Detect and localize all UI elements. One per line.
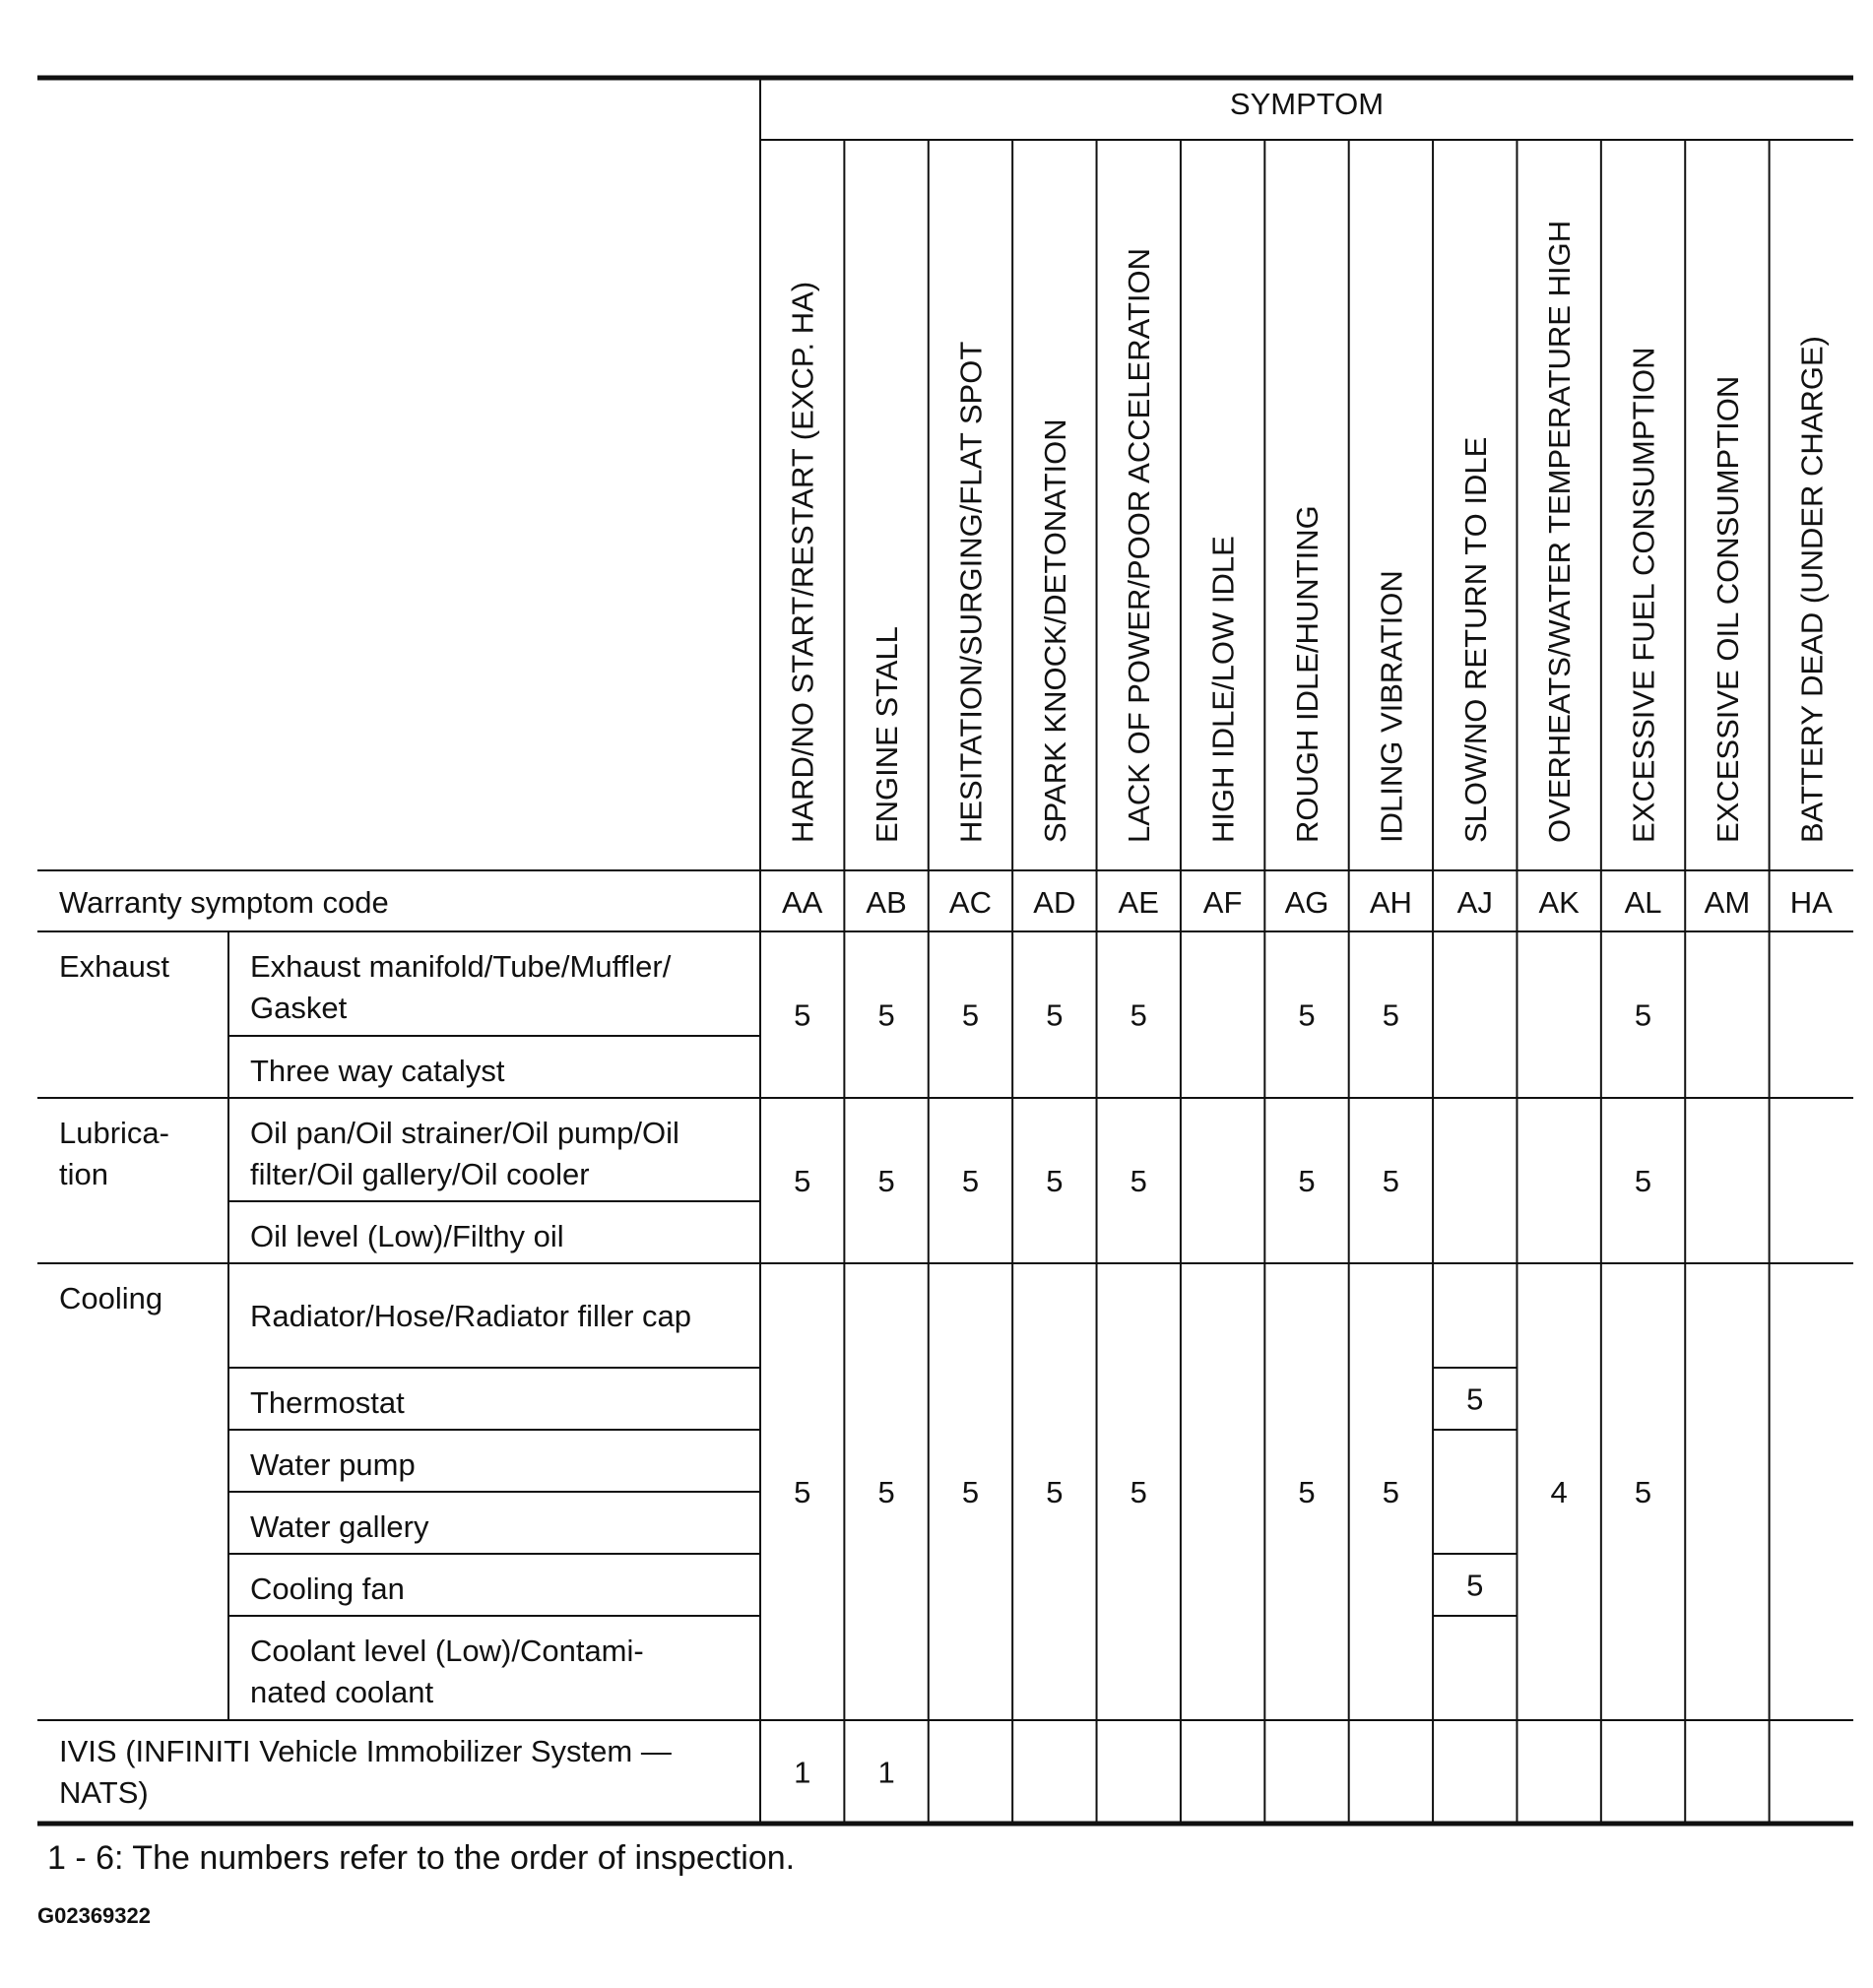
symptom-value: 5 — [877, 1475, 895, 1509]
group-name: Cooling — [59, 1281, 163, 1315]
warranty-code: AG — [1284, 885, 1329, 920]
symptom-column-header: SLOW/NO RETURN TO IDLE — [1457, 436, 1493, 843]
ivis-label: NATS) — [59, 1775, 149, 1810]
symptom-column-header: SPARK KNOCK/DETONATION — [1037, 418, 1072, 843]
item-label: Exhaust manifold/Tube/Muffler/ — [250, 949, 672, 984]
warranty-code: HA — [1789, 885, 1833, 920]
warranty-code: AA — [782, 885, 823, 920]
ivis-value: 1 — [877, 1755, 895, 1790]
ivis-value: 1 — [794, 1755, 811, 1790]
symptom-value: 5 — [1382, 1164, 1400, 1198]
symptom-value: 5 — [794, 1164, 811, 1198]
symptom-value: 5 — [1046, 1164, 1064, 1198]
symptom-column-header: ROUGH IDLE/HUNTING — [1290, 505, 1324, 843]
symptom-column-header: IDLING VIBRATION — [1374, 570, 1409, 843]
symptom-value: 5 — [1130, 1164, 1147, 1198]
item-label: Gasket — [250, 991, 348, 1025]
warranty-code: AB — [866, 885, 907, 920]
warranty-code: AL — [1624, 885, 1662, 920]
aj-subvalue: 5 — [1466, 1381, 1484, 1417]
warranty-code: AJ — [1456, 885, 1493, 920]
item-label: Water pump — [250, 1447, 416, 1482]
symptom-column-header: EXCESSIVE OIL CONSUMPTION — [1710, 375, 1745, 843]
item-label: Radiator/Hose/Radiator filler cap — [250, 1299, 691, 1333]
symptom-value: 5 — [1298, 1475, 1316, 1509]
symptom-column-header: HESITATION/SURGING/FLAT SPOT — [953, 341, 989, 843]
symptom-value: 5 — [961, 1475, 980, 1509]
item-label: filter/Oil gallery/Oil cooler — [250, 1157, 590, 1191]
symptom-value: 5 — [1382, 997, 1400, 1033]
item-label: Thermostat — [250, 1385, 405, 1420]
warranty-code: AH — [1369, 885, 1412, 920]
symptom-value: 5 — [1046, 997, 1064, 1033]
symptom-value: 5 — [794, 997, 811, 1033]
warranty-code: AM — [1704, 885, 1751, 920]
symptom-column-header: BATTERY DEAD (UNDER CHARGE) — [1794, 335, 1830, 843]
group-name: Exhaust — [59, 949, 170, 984]
symptom-value: 4 — [1550, 1475, 1568, 1509]
footnote: 1 - 6: The numbers refer to the order of inspection. — [47, 1839, 796, 1877]
item-label: nated coolant — [250, 1675, 434, 1709]
warranty-code: AK — [1538, 885, 1580, 920]
symptom-column-header: LACK OF POWER/POOR ACCELERATION — [1122, 247, 1157, 843]
symptom-value: 5 — [1382, 1475, 1400, 1509]
ivis-label: IVIS (INFINITI Vehicle Immobilizer System — — [59, 1734, 672, 1768]
symptom-value: 5 — [877, 997, 895, 1033]
item-label: Water gallery — [250, 1509, 429, 1544]
symptom-value: 5 — [1130, 997, 1147, 1033]
group-name: Lubrica- — [59, 1116, 169, 1150]
symptom-value: 5 — [877, 1164, 895, 1198]
symptom-column-header: OVERHEATS/WATER TEMPERATURE HIGH — [1542, 220, 1578, 843]
item-label: Oil pan/Oil strainer/Oil pump/Oil — [250, 1116, 679, 1150]
aj-subvalue: 5 — [1466, 1568, 1484, 1603]
symptom-column-header: HIGH IDLE/LOW IDLE — [1205, 536, 1241, 843]
symptom-column-header: EXCESSIVE FUEL CONSUMPTION — [1626, 347, 1661, 843]
symptom-value: 5 — [794, 1475, 811, 1509]
warranty-code: AC — [948, 885, 993, 920]
item-label: Oil level (Low)/Filthy oil — [250, 1219, 564, 1253]
symptom-value: 5 — [1298, 1164, 1316, 1198]
symptom-value: 5 — [1298, 997, 1316, 1033]
group-name: tion — [59, 1157, 108, 1191]
figure-id: G02369322 — [37, 1903, 151, 1928]
symptom-value: 5 — [1634, 1164, 1652, 1198]
warranty-code: AD — [1033, 885, 1076, 920]
symptom-value: 5 — [1634, 1475, 1652, 1509]
item-label: Three way catalyst — [250, 1054, 505, 1088]
item-label: Cooling fan — [250, 1571, 405, 1606]
symptom-column-header: HARD/NO START/RESTART (EXCP. HA) — [785, 281, 820, 843]
symptom-column-header: ENGINE STALL — [870, 626, 905, 843]
symptom-value: 5 — [1634, 997, 1652, 1033]
symptom-title: SYMPTOM — [1229, 87, 1385, 121]
item-label: Coolant level (Low)/Contami- — [250, 1634, 644, 1668]
symptom-value: 5 — [1046, 1475, 1064, 1509]
warranty-code: AF — [1202, 885, 1243, 920]
symptom-value: 5 — [961, 1164, 980, 1198]
warranty-label: Warranty symptom code — [59, 885, 389, 920]
symptom-value: 5 — [961, 997, 980, 1033]
symptom-value: 5 — [1130, 1475, 1147, 1509]
warranty-code: AE — [1118, 885, 1159, 920]
